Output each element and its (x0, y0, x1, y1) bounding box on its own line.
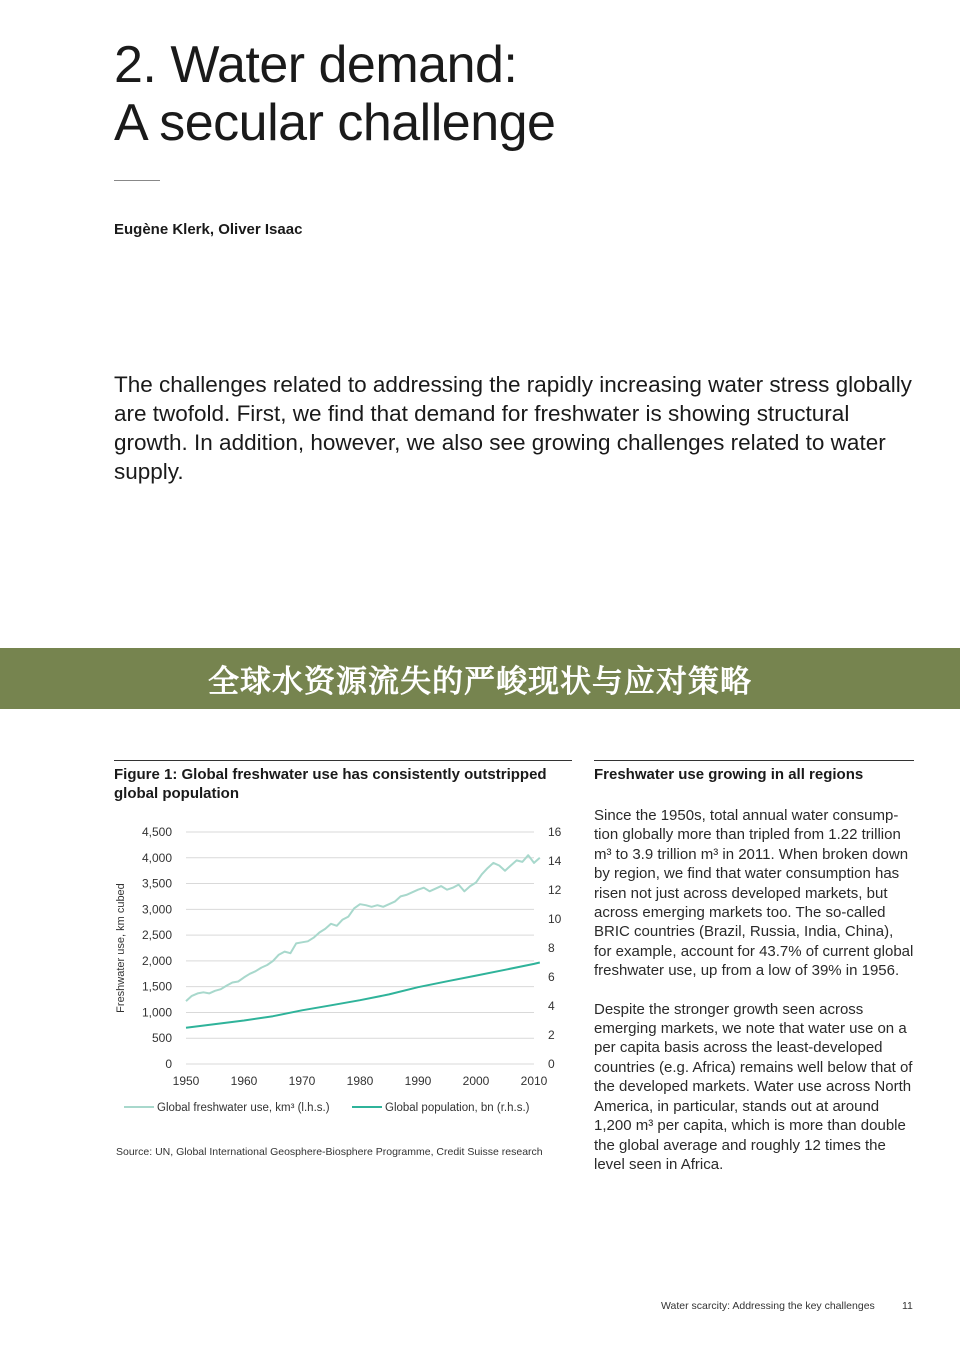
x-tick-label: 1950 (172, 1074, 200, 1088)
x-tick-label: 2000 (462, 1074, 490, 1088)
sidebar-heading: Freshwater use growing in all regions (594, 766, 864, 783)
figure-top-rule (114, 760, 572, 761)
page-title (114, 36, 714, 152)
title-line-2: A secular challenge (114, 94, 556, 152)
y-left-tick-label: 4,500 (141, 825, 172, 839)
y-axis-label: Freshwater use, km cubed (115, 883, 127, 1013)
sidebar-article (594, 760, 914, 1174)
y-left-tick-label: 500 (151, 1031, 172, 1046)
figure-source: Source: UN, Global International Geosphere-Biosphere Programme, Credit Suisse research (116, 1146, 543, 1158)
y-right-tick-label: 2 (548, 1028, 555, 1042)
freshwater-chart (114, 818, 572, 1138)
overlay-banner (0, 648, 960, 709)
x-tick-label: 2010 (520, 1074, 548, 1088)
y-right-tick-label: 10 (548, 912, 562, 926)
y-left-tick-label: 2,500 (141, 928, 172, 943)
title-divider (114, 180, 160, 181)
y-left-tick-label: 4,000 (141, 850, 172, 865)
y-right-tick-label: 14 (548, 854, 562, 868)
y-left-tick-label: 3,000 (141, 902, 172, 917)
y-right-tick-label: 0 (548, 1057, 555, 1071)
y-left-tick-label: 0 (165, 1057, 172, 1071)
y-left-tick-label: 1,500 (141, 979, 172, 994)
y-right-tick-label: 12 (548, 883, 562, 897)
y-right-tick-label: 4 (548, 999, 555, 1013)
y-right-tick-label: 16 (548, 825, 562, 839)
authors: Eugène Klerk, Oliver Isaac (114, 221, 303, 238)
footer-text: Water scarcity: Addressing the key challenges (661, 1300, 875, 1312)
x-tick-label: 1970 (288, 1074, 316, 1088)
y-right-tick-label: 6 (548, 970, 555, 984)
y-right-tick-label: 8 (548, 941, 555, 955)
title-line-1: 2. Water demand: (114, 36, 518, 94)
sidebar-top-rule (594, 760, 914, 761)
legend-label: Global population, bn (r.h.s.) (385, 1102, 530, 1114)
intro-paragraph: The challenges related to addressing the rapidly increasing water stress globally are twofold. First, we find that demand for freshwater is showing structural growth. In addition, however, we also see growing challenges related to water supply. (114, 372, 912, 484)
y-left-tick-label: 1,000 (141, 1005, 172, 1020)
population-line (186, 963, 540, 1028)
banner-text: 全球水资源流失的严峻现状与应对策略 (208, 664, 752, 699)
page-number: 11 (902, 1300, 913, 1312)
sidebar-paragraph-1: Since the 1950s, total annual water consump-tion globally more than tripled from 1.22 trillion m³ to 3.9 trillion m³ in 2011. When broken down by region, we find that water consumption has risen not just across developed markets, but across emerging markets too. The so-called BRIC countries (Brazil, Russia, India, China), for example, account for 43.7% of current global freshwater use, up from a low of 39% in 1956. (594, 807, 914, 980)
y-left-tick-label: 3,500 (141, 876, 172, 891)
freshwater-use-line (186, 855, 540, 1001)
x-tick-label: 1960 (230, 1074, 258, 1088)
y-left-tick-label: 2,000 (141, 953, 172, 968)
sidebar-paragraph-2: Despite the stronger growth seen across emerging markets, we note that water use on a per capita basis across the least-developed countries (e.g. Africa) remains well below that of the developed markets. Water use across North America, in particular, stands out at around 1,200 m³ per capita, which is more than double the global average and roughly 12 times the level seen in Africa. (594, 1000, 913, 1173)
x-tick-label: 1990 (404, 1074, 432, 1088)
legend-label: Global freshwater use, km³ (l.h.s.) (157, 1102, 330, 1114)
figure-title: Figure 1: Global freshwater use has consistently outstripped global population (114, 766, 547, 802)
figure-1 (114, 760, 572, 1158)
x-tick-label: 1980 (346, 1074, 374, 1088)
